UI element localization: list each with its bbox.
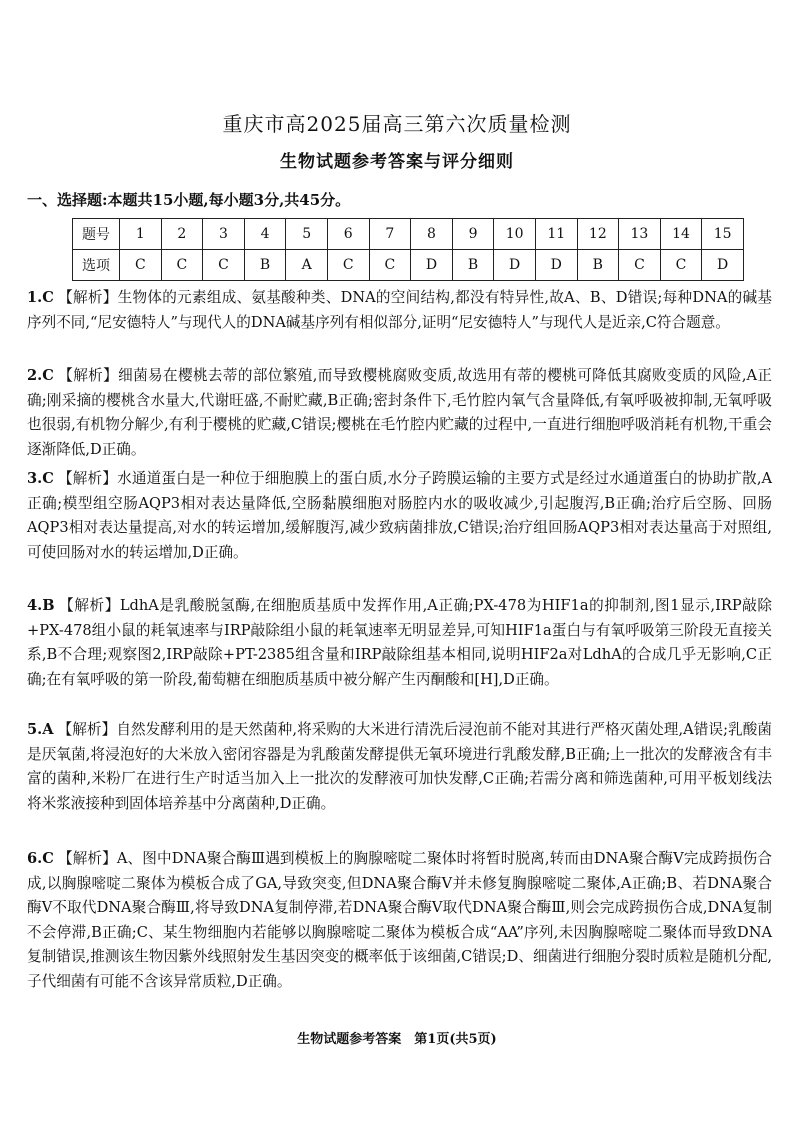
row-label-number: 题号 [73,219,120,250]
document-subtitle: 生物试题参考答案与评分细则 [280,152,514,172]
item-text: 【解析】自然发酵利用的是天然菌种,将采购的大米进行清洗后浸泡前不能对其进行严格灭菌处理,A错误;乳酸菌是厌氧菌,将浸泡好的大米放入密闭容器是为乳酸菌发酵提供无氧环境进行乳酸发酵,B正确;上一批次的发酵液含有丰富的菌种,米粉厂在进行生产时适当加入上一批次的发酵液可加快发酵,C正确;若需分离和筛选菌种,可用平板划线法将米浆液接种到固体培养基中分离菌种,D正确。 [27,721,772,812]
answer-option: B [577,250,619,281]
question-number: 9 [452,219,494,250]
item-number: 1.C [27,289,54,306]
explanation-item [27,364,772,462]
answer-option: A [286,250,328,281]
question-number: 13 [619,219,661,250]
page-footer: 生物试题参考答案 第1页(共5页) [297,1032,497,1047]
answer-table-number-row [73,219,744,250]
question-number: 12 [577,219,619,250]
question-number: 1 [120,219,162,250]
question-number: 4 [244,219,286,250]
item-number: 4.B [27,597,55,614]
answer-option: C [660,250,702,281]
item-text: 【解析】A、图中DNA聚合酶Ⅲ遇到模板上的胸腺嘧啶二聚体时将暂时脱离,转而由DNA聚合酶Ⅴ完成跨损伤合成,以胸腺嘧啶二聚体为模板合成了GA,导致突变,但DNA聚合酶Ⅴ并未修复胸腺嘧啶二聚体,A正确;B、若DNA聚合酶Ⅴ不取代DNA聚合酶Ⅲ,将导致DNA复制停滞,若DNA聚合酶Ⅴ取代DNA聚合酶Ⅲ,则会完成跨损伤合成,DNA复制不会停滞,B正确;C、某生物细胞内若能够以胸腺嘧啶二聚体为模板合成“AA”序列,未因胸腺嘧啶二聚体而导致DNA复制错误,推测该生物因紫外线照射发生基因突变的概率低于该细菌,C错误;D、细菌进行细胞分裂时质粒是随机分配,子代细菌有可能不含该异常质粒,D正确。 [27,850,772,990]
answer-option: B [244,250,286,281]
question-number: 11 [535,219,577,250]
item-number: 6.C [27,850,54,867]
question-number: 3 [203,219,245,250]
answer-option: D [535,250,577,281]
question-number: 2 [161,219,203,250]
question-number: 5 [286,219,328,250]
answer-option: B [452,250,494,281]
question-number: 6 [327,219,369,250]
item-number: 5.A [27,721,54,738]
answer-option: D [494,250,536,281]
item-text: 【解析】细菌易在樱桃去蒂的部位繁殖,而导致樱桃腐败变质,故选用有蒂的樱桃可降低其腐败变质的风险,A正确;刚采摘的樱桃含水量大,代谢旺盛,不耐贮藏,B正确;密封条件下,毛竹腔内氧气含量降低,有氧呼吸被抑制,无氧呼吸也很弱,有机物分解少,有利于樱桃的贮藏,C错误;樱桃在毛竹腔内贮藏的过程中,一直进行细胞呼吸消耗有机物,干重会逐渐降低,D正确。 [27,367,772,458]
question-number: 15 [702,219,744,250]
section-heading: 一、选择题:本题共15小题,每小题3分,共45分。 [27,191,351,209]
item-number: 2.C [27,367,54,384]
answer-option: C [203,250,245,281]
question-number: 10 [494,219,536,250]
explanation-item [27,718,772,816]
item-text: 【解析】生物体的元素组成、氨基酸种类、DNA的空间结构,都没有特异性,故A、B、D错误;每种DNA的碱基序列不同,“尼安德特人”与现代人的DNA碱基序列有相似部分,证明“尼安德特人”与现代人是近亲,C符合题意。 [27,289,772,331]
item-number: 3.C [27,470,54,487]
answer-table [72,218,744,281]
answer-option: C [120,250,162,281]
answer-option: D [702,250,744,281]
answer-option: C [369,250,411,281]
answer-table-answer-row [73,250,744,281]
item-text: 【解析】LdhA是乳酸脱氢酶,在细胞质基质中发挥作用,A正确;PX-478为HIF1a的抑制剂,图1显示,IRP敲除+PX-478组小鼠的耗氧速率与IRP敲除组小鼠的耗氧速率无明显差异,可知HIF1a蛋白与有氧呼吸第三阶段无直接关系,B不合理;观察图2,IRP敲除+PT-2385组含量和IRP敲除组基本相同,说明HIF2a对LdhA的合成几乎无影响,C正确;在有氧呼吸的第一阶段,葡萄糖在细胞质基质中被分解产生丙酮酸和[H],D正确。 [27,597,772,688]
answer-option: D [411,250,453,281]
explanation-item [27,467,772,565]
explanation-item [27,594,772,692]
answer-option: C [161,250,203,281]
explanation-item [27,286,772,335]
answer-option: C [327,250,369,281]
document-title: 重庆市高2025届高三第六次质量检测 [222,112,572,136]
question-number: 8 [411,219,453,250]
question-number: 7 [369,219,411,250]
item-text: 【解析】水通道蛋白是一种位于细胞膜上的蛋白质,水分子跨膜运输的主要方式是经过水通道蛋白的协助扩散,A正确;模型组空肠AQP3相对表达量降低,空肠黏膜细胞对肠腔内水的吸收减少,引起腹泻,B正确;治疗后空肠、回肠AQP3相对表达量提高,对水的转运增加,缓解腹泻,减少致病菌排放,C错误;治疗组回肠AQP3相对表达量高于对照组,可使回肠对水的转运增加,D正确。 [27,470,772,561]
question-number: 14 [660,219,702,250]
row-label-answer: 选项 [73,250,120,281]
answer-option: C [619,250,661,281]
explanation-item [27,847,772,995]
